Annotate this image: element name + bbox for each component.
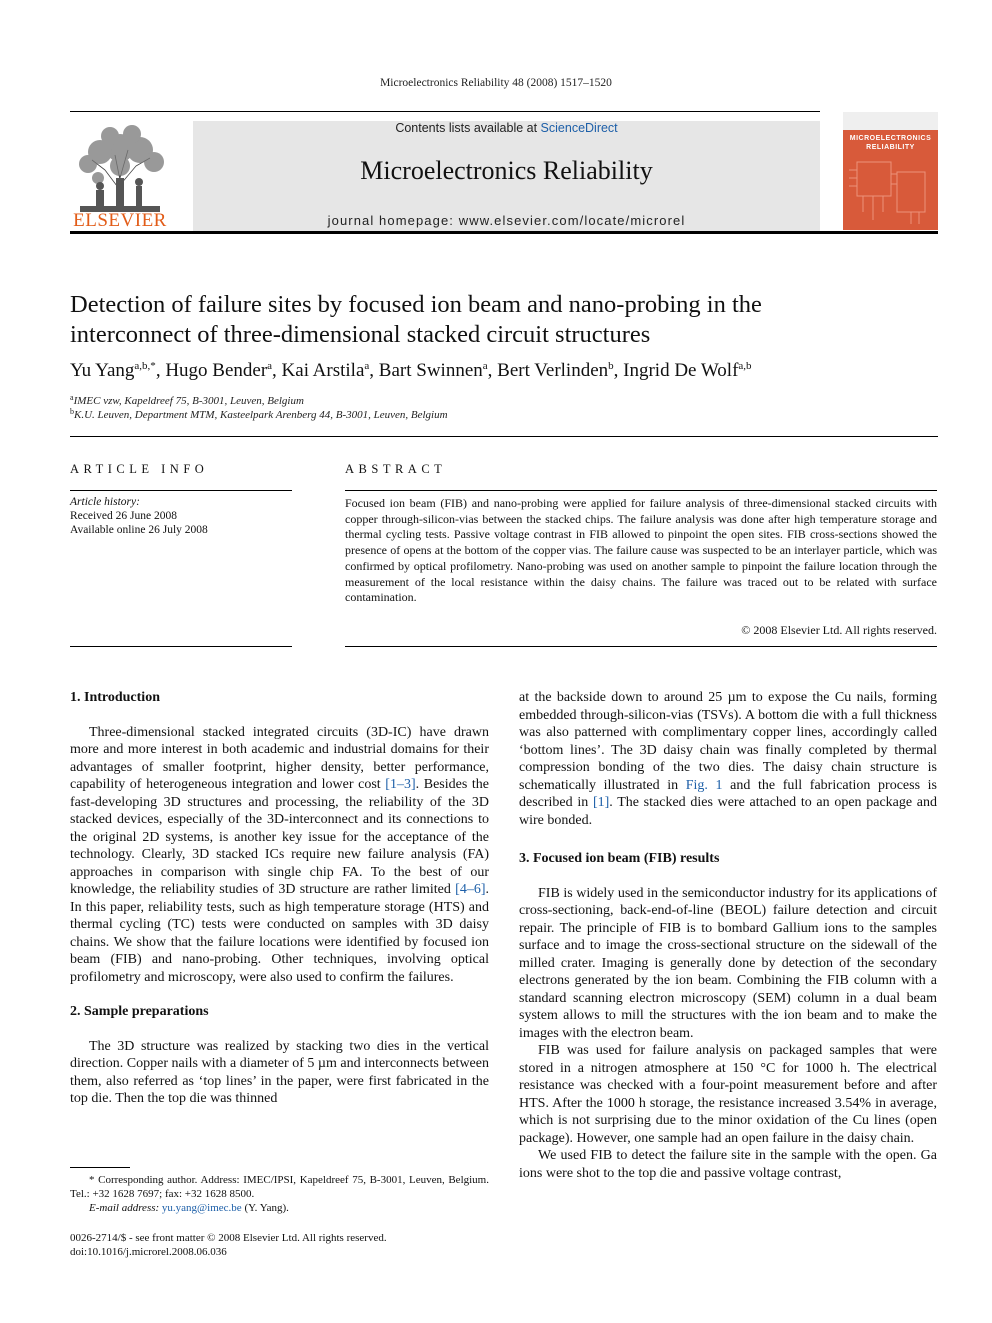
history-label: Article history: <box>70 496 140 508</box>
footnote <box>70 1173 489 1215</box>
cover-title-line2: RELIABILITY <box>866 144 915 151</box>
header-thick-rule <box>70 231 938 234</box>
footnote-rule <box>70 1167 130 1168</box>
citation-link[interactable]: [4–6] <box>455 882 486 897</box>
section-heading-sample-preparations: 2. Sample preparations <box>70 1004 209 1019</box>
article-info-label: ARTICLE INFO <box>70 462 209 476</box>
paragraph: FIB is widely used in the semiconductor industry for its applications of cross-sectioning, back-end-of-line (BEOL) failure detection and circuit repair. The principle of FIB is to bombard Gallium ions to the samples surface and to image the cross-sectional structure on the sidewall of the milled crater. Imaging is generally done by detection of the secondary electrons generated by the ion beam. Combining the FIB column with a standard scanning electron microscopy (SEM) column in a dual beam system allows to mill the structures with the ion beam and to make the images with the electron beam. <box>519 885 937 1041</box>
cover-title-line1: MICROELECTRONICS <box>849 135 932 142</box>
right-column <box>519 689 937 1182</box>
section-heading-introduction: 1. Introduction <box>70 690 160 705</box>
article-title <box>70 290 930 350</box>
paragraph: Three-dimensional stacked integrated circuits (3D-IC) have drawn more and more interest in both academic and industrial domains for their advantages of smaller footprint, higher density, better performance, capability of heterogeneous integration and lower cost [1–3]. Besides the fast-developing 3D structures and processing, the reliability of the 3D stacked devices, especially of the 3D-interconnect and its connections to the original 2D systems, is another key issue for the acceptance of the technology. Clearly, 3D stacked ICs require new failure analysis (FA) approaches in comparison with single chip FA. To the best of our knowledge, the reliability studies of 3D structure are rather limited [4–6]. In this paper, reliability tests, such as high temperature storage (HTS) and thermal cycling (TC) tests were conducted on samples with 3D daisy chains. We show that the failure locations were identified by focused ion beam (FIB) and nano-probing. Other techniques, involving optical profilometry and microscopy, were also used to confirm the failures. <box>70 724 490 985</box>
article-info-rule <box>70 490 292 491</box>
contents-prefix: Contents lists available at <box>395 121 541 135</box>
doi-line[interactable]: doi:10.1016/j.microrel.2008.06.036 <box>70 1246 227 1258</box>
journal-citation: Microelectronics Reliability 48 (2008) 1517–1520 <box>380 77 612 89</box>
section-rule <box>70 436 938 437</box>
affiliation: $^b$K.U. Leuven, Department MTM, Kasteelpark Arenberg 44, B-3001, Leuven, Belgium <box>70 407 448 421</box>
sciencedirect-link[interactable]: ScienceDirect <box>540 121 618 135</box>
front-matter <box>70 1231 387 1259</box>
paragraph: FIB was used for failure analysis on packaged samples that were stored in a nitrogen atmosphere at 150 °C for 1000 h. The electrical resistance was checked with a four-point measurement before and after HTS. After the 1000 h storage, the resistance increased 3.54% in average, which is not surprising due to the minor oxidation of the Cu lines (open package). However, one sample had an open failure in the daisy chain. <box>519 1043 937 1146</box>
paragraph: at the backside down to around 25 µm to expose the Cu nails, forming embedded through-silicon-vias (TSVs). A bottom die with a full thickness was also patterned with complimentary copper lines, accordingly called ‘bottom lines’. The 3D daisy chain was finally completed by thermal compression bonding of the two dies. The daisy chain structure is schematically illustrated in Fig. 1 and the full fabrication process is described in [1]. The stacked dies were attached to an open package and wire bonded. <box>519 690 938 828</box>
abstract-rule <box>345 490 937 491</box>
paragraph: We used FIB to detect the failure site in the sample with the open. Ga ions were shot to the top die and passive voltage contrast, <box>519 1148 937 1181</box>
article-title-line2: interconnect of three-dimensional stacked circuit structures <box>70 321 651 348</box>
section-heading-fib-results: 3. Focused ion beam (FIB) results <box>519 851 720 866</box>
online-date: Available online 26 July 2008 <box>70 524 208 536</box>
abstract-bottom-rule <box>345 646 937 647</box>
abstract-label: ABSTRACT <box>345 462 447 476</box>
figure-link[interactable]: Fig. 1 <box>685 777 723 793</box>
author-list: Yu Yang$^{a,b,*}$, Hugo Bender$^a$, Kai Arstila$^a$, Bart Swinnen$^a$, Bert Verlinden$^b$, Ingrid De Wolf$^{a,b}$ <box>70 360 752 381</box>
author[interactable]: Bart Swinnen$^a$ <box>378 360 488 381</box>
article-history <box>70 495 208 537</box>
author[interactable]: Ingrid De Wolf$^{a,b}$ <box>623 360 752 381</box>
email-note: E-mail address: yu.yang@imec.be (Y. Yang). <box>89 1202 289 1214</box>
citation-link[interactable]: [1] <box>592 795 610 810</box>
abstract-copyright: © 2008 Elsevier Ltd. All rights reserved. <box>741 623 937 637</box>
header-rule <box>70 111 820 112</box>
journal-name: Microelectronics Reliability <box>360 156 653 185</box>
article-info-bottom-rule <box>70 646 292 647</box>
left-column <box>70 689 489 1108</box>
elsevier-logo <box>70 120 170 232</box>
journal-cover <box>843 112 938 230</box>
email-link[interactable]: yu.yang@imec.be <box>161 1202 242 1214</box>
issn-line: 0026-2714/$ - see front matter © 2008 Elsevier Ltd. All rights reserved. <box>70 1232 387 1244</box>
author[interactable]: Bert Verlinden$^b$ <box>497 360 614 381</box>
paragraph: The 3D structure was realized by stacking two dies in the vertical direction. Copper nails with a diameter of 5 µm and interconnects between them, also referred as ‘top lines’ in the paper, were first fabricated in the top die. Then the top die was thinned <box>70 1038 489 1106</box>
abstract-text: Focused ion beam (FIB) and nano-probing were applied for failure analysis of three-dimensional stacked circuits with copper through-silicon-vias between the stacked chips. The failure analysis was done after high temperature storage and thermal cycling tests. Passive voltage contrast in FIB allowed to pinpoint the open sites. FIB cross-sections showed the presence of opens at the bottom of the copper vias. The failure cause was suspected to be an interlayer particle, which was confirmed by optical profilometry. Nano-probing was used on another sample to pinpoint the failure location through the measurement of the local resistance within the daisy chains. The failure was traced out to be related with surface contamination. <box>345 496 937 605</box>
received-date: Received 26 June 2008 <box>70 510 177 522</box>
author[interactable]: Hugo Bender$^a$ <box>165 360 273 381</box>
journal-homepage[interactable]: journal homepage: www.elsevier.com/locate/microrel <box>327 213 686 228</box>
citation-link[interactable]: [1–3] <box>385 777 416 792</box>
cover-circuit-icon <box>843 112 938 230</box>
corresponding-author-note: * Corresponding author. Address: IMEC/IPSI, Kapeldreef 75, B-3001, Leuven, Belgium. Tel.: +32 1628 7697; fax: +32 1628 8500. <box>70 1174 489 1200</box>
author[interactable]: Yu Yang$^{a,b,*}$ <box>70 360 156 381</box>
author[interactable]: Kai Arstila$^a$ <box>281 360 370 381</box>
publisher-name: ELSEVIER <box>73 210 167 231</box>
article-title-line1: Detection of failure sites by focused ion beam and nano-probing in the <box>70 291 762 318</box>
contents-line <box>193 121 820 135</box>
affiliation: $^a$IMEC vzw, Kapeldreef 75, B-3001, Leuven, Belgium <box>70 393 304 407</box>
